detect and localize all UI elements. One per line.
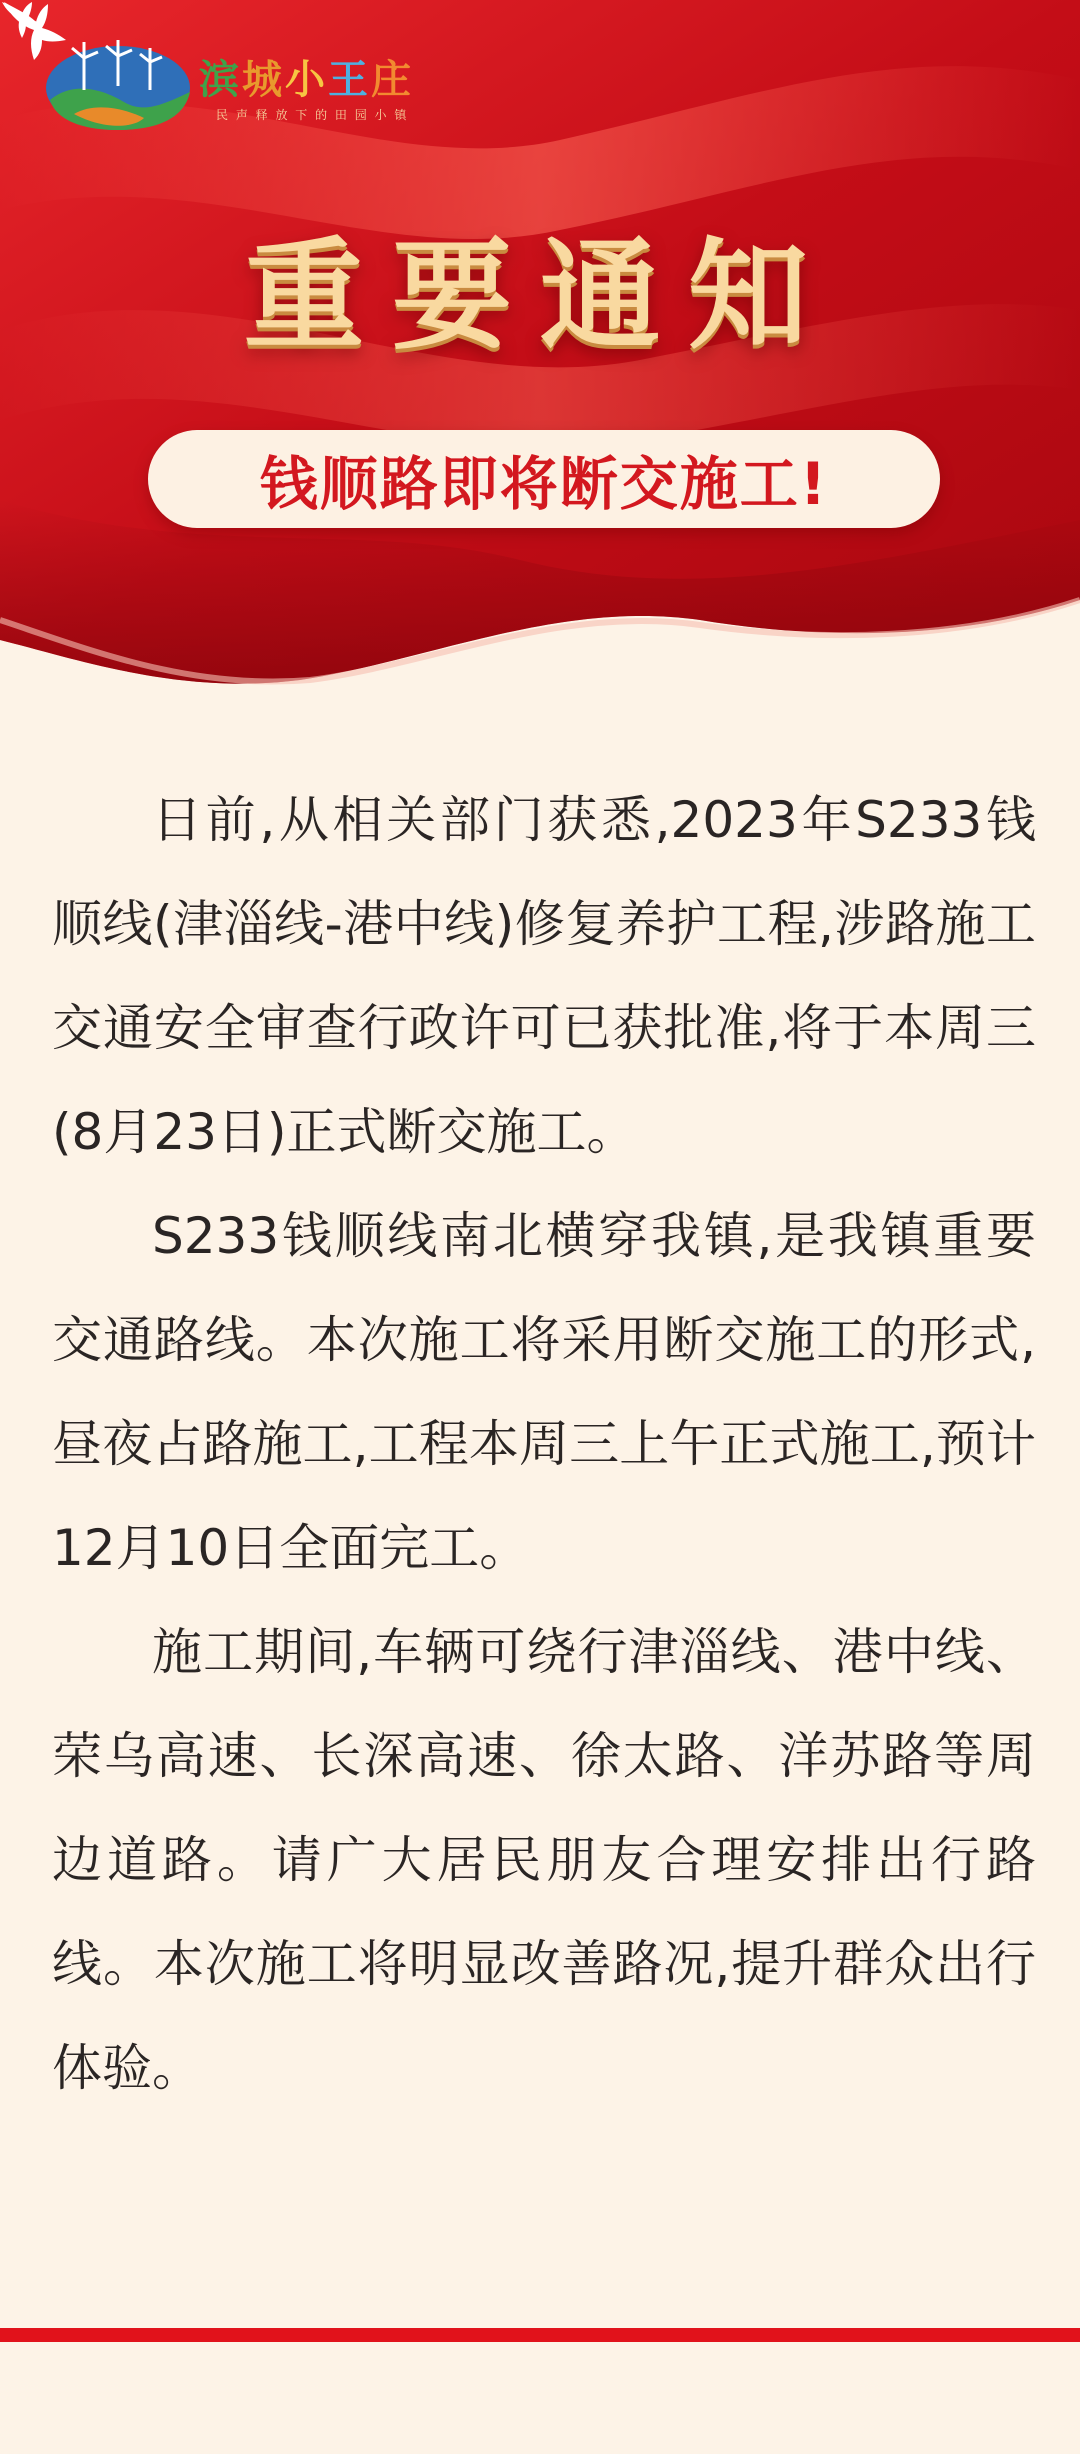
- red-silk-header: [0, 0, 1080, 700]
- logo-char: 城: [242, 56, 285, 103]
- subtitle-text: 钱顺路即将断交施工!: [259, 450, 829, 518]
- logo-char: 庄: [371, 56, 414, 103]
- subtitle-banner: [148, 430, 940, 528]
- logo-char: 小: [285, 56, 328, 103]
- notice-body: [52, 768, 1036, 2120]
- logo-char: 王: [328, 56, 371, 103]
- logo-char: 滨: [199, 56, 242, 103]
- paragraph: 施工期间,车辆可绕行津淄线、港中线、荣乌高速、长深高速、徐太路、洋苏路等周边道路。请广大居民朋友合理安排出行路线。本次施工将明显改善路况,提升群众出行体验。: [52, 1623, 1036, 2097]
- logo-name: [199, 48, 414, 105]
- page-title: 重要通知: [244, 225, 836, 366]
- logo-slogan: 民 声 释 放 下 的 田 园 小 镇: [216, 108, 409, 122]
- footer-divider: [0, 2328, 1080, 2342]
- paragraph: S233钱顺线南北横穿我镇,是我镇重要交通路线。本次施工将采用断交施工的形式,昼夜占路施工,工程本周三上午正式施工,预计12月10日全面完工。: [52, 1207, 1036, 1577]
- town-logo: [44, 30, 424, 140]
- paragraph: 日前,从相关部门获悉,2023年S233钱顺线(津淄线-港中线)修复养护工程,涉路施工交通安全审查行政许可已获批准,将于本周三(8月23日)正式断交施工。: [52, 791, 1036, 1161]
- dove-icon: [0, 0, 44, 40]
